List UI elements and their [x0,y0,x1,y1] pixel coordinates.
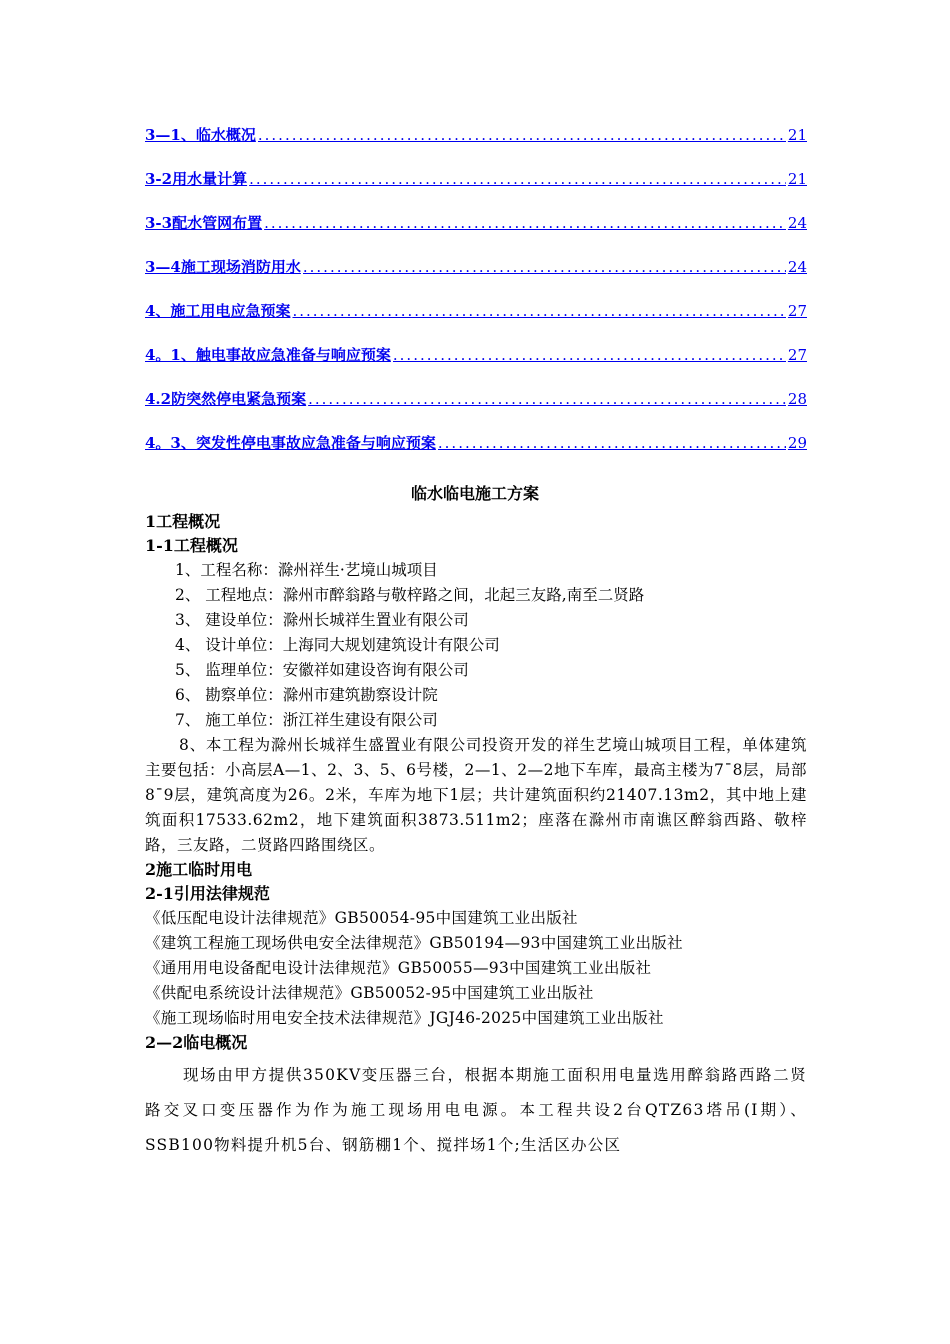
toc-entry-title: 3—1、临水概况 [145,126,256,144]
standard-reference: 《供配电系统设计法律规范》GB50052-95中国建筑工业出版社 [145,984,594,1002]
toc-page-number: 29 [787,434,807,452]
project-info-item: 6、 勘察单位：滁州市建筑勘察设计院 [175,686,438,704]
toc-entry[interactable] [145,344,807,388]
document-body [145,510,807,1163]
toc-entry[interactable] [145,432,807,476]
standard-reference: 《建筑工程施工现场供电安全法律规范》GB50194—93中国建筑工业出版社 [145,934,683,952]
toc-leader-dots [393,346,786,364]
project-info-item: 3、 建设单位：滁州长城祥生置业有限公司 [175,611,469,629]
toc-entry-title: 4、施工用电应急预案 [145,302,291,320]
section-heading: 2施工临时用电 [145,860,253,879]
section-heading: 1工程概况 [145,512,221,531]
toc-page-number: 28 [787,390,807,408]
toc-entry[interactable] [145,300,807,344]
document-title: 临水临电施工方案 [410,484,539,503]
toc-page-number: 27 [787,346,807,364]
toc-page-number: 24 [787,258,807,276]
power-overview-paragraph: 现场由甲方提供350KV变压器三台，根据本期施工面积用电量选用醉翁路西路二贤路交叉口变压器作为作为施工现场用电电源。本工程共设2台QTZ63塔吊(I期）、SSB100物料提升机5台、钢筋棚1个、搅拌场1个;生活区办公区 [145,1066,807,1154]
toc-entry[interactable] [145,388,807,432]
standard-reference: 《施工现场临时用电安全技术法律规范》JGJ46-2025中国建筑工业出版社 [145,1009,664,1027]
toc-leader-dots [264,214,786,232]
toc-page-number: 24 [787,214,807,232]
project-info-item: 2、 工程地点：滁州市醉翁路与敬梓路之间，北起三友路,南至二贤路 [175,586,645,604]
toc-entry-title: 3-2用水量计算 [145,170,248,188]
toc-leader-dots [438,434,786,452]
project-info-item: 1、工程名称：滁州祥生·艺境山城项目 [175,561,438,579]
toc-entry-title: 3-3配水管网布置 [145,214,263,232]
toc-leader-dots [308,390,786,408]
project-info-item: 5、 监理单位：安徽祥如建设咨询有限公司 [175,661,469,679]
toc-page-number: 21 [787,170,807,188]
project-description-paragraph: 8、本工程为滁州长城祥生盛置业有限公司投资开发的祥生艺境山城项目工程，单体建筑主要包括：小高层A—1、2、3、5、6号楼，2—1、2—2地下车库，最高主楼为7¯8层，局部8¯9层，建筑高度为26。2米，车库为地下1层；共计建筑面积约21407.13m2，其中地上建筑面积17533.62m2，地下建筑面积3873.511m2；座落在滁州市南谯区醉翁西路、敬梓路，三友路，二贤路四路围绕区。 [145,736,807,854]
subsection-heading: 2-1引用法律规范 [145,884,270,903]
toc-entry-title: 4.2防突然停电紧急预案 [145,390,307,408]
toc-leader-dots [258,126,786,144]
toc-entry[interactable] [145,168,807,212]
standard-reference: 《低压配电设计法律规范》GB50054-95中国建筑工业出版社 [145,909,578,927]
toc-entry-title: 4。3、突发性停电事故应急准备与响应预案 [145,434,436,452]
table-of-contents [145,124,807,476]
toc-entry[interactable] [145,256,807,300]
toc-entry-title: 4。1、触电事故应急准备与响应预案 [145,346,391,364]
toc-page-number: 21 [787,126,807,144]
toc-entry[interactable] [145,124,807,168]
standard-reference: 《通用用电设备配电设计法律规范》GB50055—93中国建筑工业出版社 [145,959,652,977]
subsection-heading: 1-1工程概况 [145,536,238,555]
subsection-heading: 2—2临电概况 [145,1033,248,1052]
toc-page-number: 27 [787,302,807,320]
project-info-item: 7、 施工单位：浙江祥生建设有限公司 [175,711,438,729]
toc-leader-dots [292,302,785,320]
toc-leader-dots [303,258,786,276]
toc-leader-dots [249,170,786,188]
project-info-item: 4、 设计单位：上海同大规划建筑设计有限公司 [175,636,500,654]
toc-entry-title: 3—4施工现场消防用水 [145,258,301,276]
toc-entry[interactable] [145,212,807,256]
